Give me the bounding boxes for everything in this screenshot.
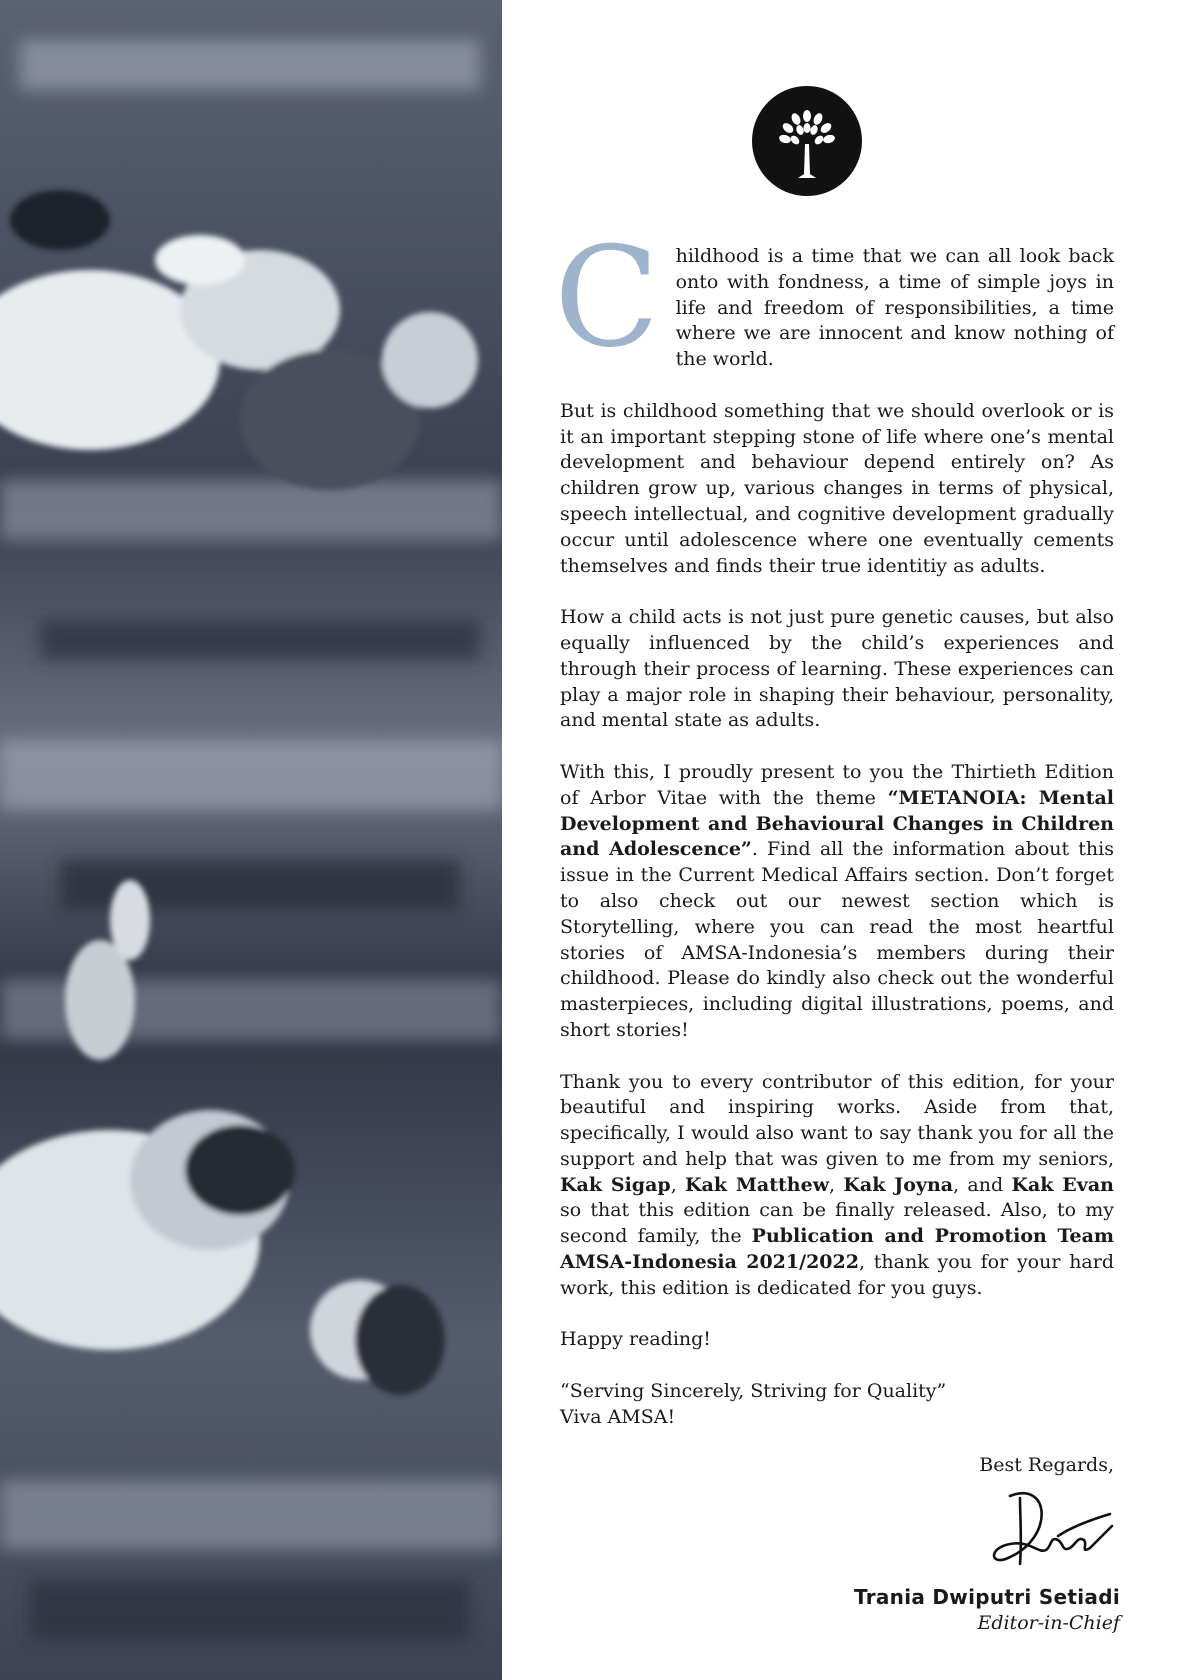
drop-cap: C bbox=[554, 217, 660, 378]
senior-name-3: Kak Joyna bbox=[843, 1173, 954, 1196]
signature bbox=[980, 1478, 1120, 1582]
paragraph-3: How a child acts is not just pure genetic causes, but also equally influenced by the child’s experiences and through their process of learning. These experiences can play a major role in shaping their behaviour, personality, and mental state as adults. bbox=[560, 606, 1114, 732]
signer-title: Editor-in-Chief bbox=[977, 1612, 1120, 1634]
p5-text-b: so that this edition can be finally released. Also, to my second family, the bbox=[560, 1199, 1114, 1248]
p4-text-b: . Find all the information about this issue in the Current Medical Affairs section. Don’t forget to also check out our newest section which is Storytelling, where you can read the most heartful stories of AMSA-Indonesia’s members during their childhood. Please do kindly also check out the wonderful masterpieces, including digital illustrations, poems, and short stories! bbox=[560, 838, 1114, 1041]
editorial-article bbox=[554, 217, 1114, 1431]
separator: , bbox=[829, 1173, 844, 1196]
senior-name-2: Kak Matthew bbox=[685, 1173, 830, 1196]
tree-icon bbox=[752, 86, 862, 196]
signer-name: Trania Dwiputri Setiadi bbox=[853, 1585, 1120, 1609]
intro-text: hildhood is a time that we can all look back onto with fondness, a time of simple joys in life and freedom of responsibilities, a time where we are innocent and know nothing of the world. bbox=[675, 245, 1114, 371]
paragraph-2: But is childhood something that we should overlook or is it an important stepping stone of life where one’s mental development and behaviour depend entirely on? As children grow up, various changes in terms of physical, speech intellectual, and cognitive development gradually occur until adolescence where one eventually cements themselves and finds their true identitiy as adults. bbox=[560, 399, 1114, 577]
intro-paragraph bbox=[554, 217, 1114, 378]
family-photo-illustration bbox=[0, 0, 502, 1680]
paragraph-4 bbox=[560, 760, 1114, 1044]
closing bbox=[560, 1327, 1114, 1430]
separator: , and bbox=[953, 1173, 1012, 1196]
motto: “Serving Sincerely, Striving for Quality” bbox=[560, 1380, 947, 1403]
signature-icon bbox=[980, 1478, 1120, 1578]
p4-text-a: With this, I proudly present to you the Thirtieth Edition of Arbor Vitae with the theme bbox=[560, 760, 1114, 809]
p5-text-c: , thank you for your hard work, this edition is dedicated for you guys. bbox=[560, 1251, 1114, 1299]
senior-name-1: Kak Sigap bbox=[560, 1173, 671, 1196]
p5-text-a: Thank you to every contributor of this edition, for your beautiful and inspiring works. Aside from that, specifically, I would also want to say thank you for all the support and help that was given to me from my seniors, bbox=[560, 1070, 1114, 1170]
theme-title: “METANOIA: Mental Development and Behavioural Changes in Children and Adolescence” bbox=[560, 786, 1114, 861]
separator: , bbox=[670, 1173, 686, 1196]
tree-logo bbox=[752, 86, 862, 196]
senior-name-4: Kak Evan bbox=[1011, 1173, 1114, 1196]
team-name: Publication and Promotion Team AMSA-Indonesia 2021/2022 bbox=[560, 1225, 1114, 1274]
best-regards: Best Regards, bbox=[979, 1454, 1114, 1476]
paragraph-5 bbox=[560, 1070, 1114, 1302]
family-photo bbox=[0, 0, 502, 1680]
happy-reading: Happy reading! bbox=[560, 1328, 711, 1351]
viva: Viva AMSA! bbox=[560, 1405, 676, 1428]
